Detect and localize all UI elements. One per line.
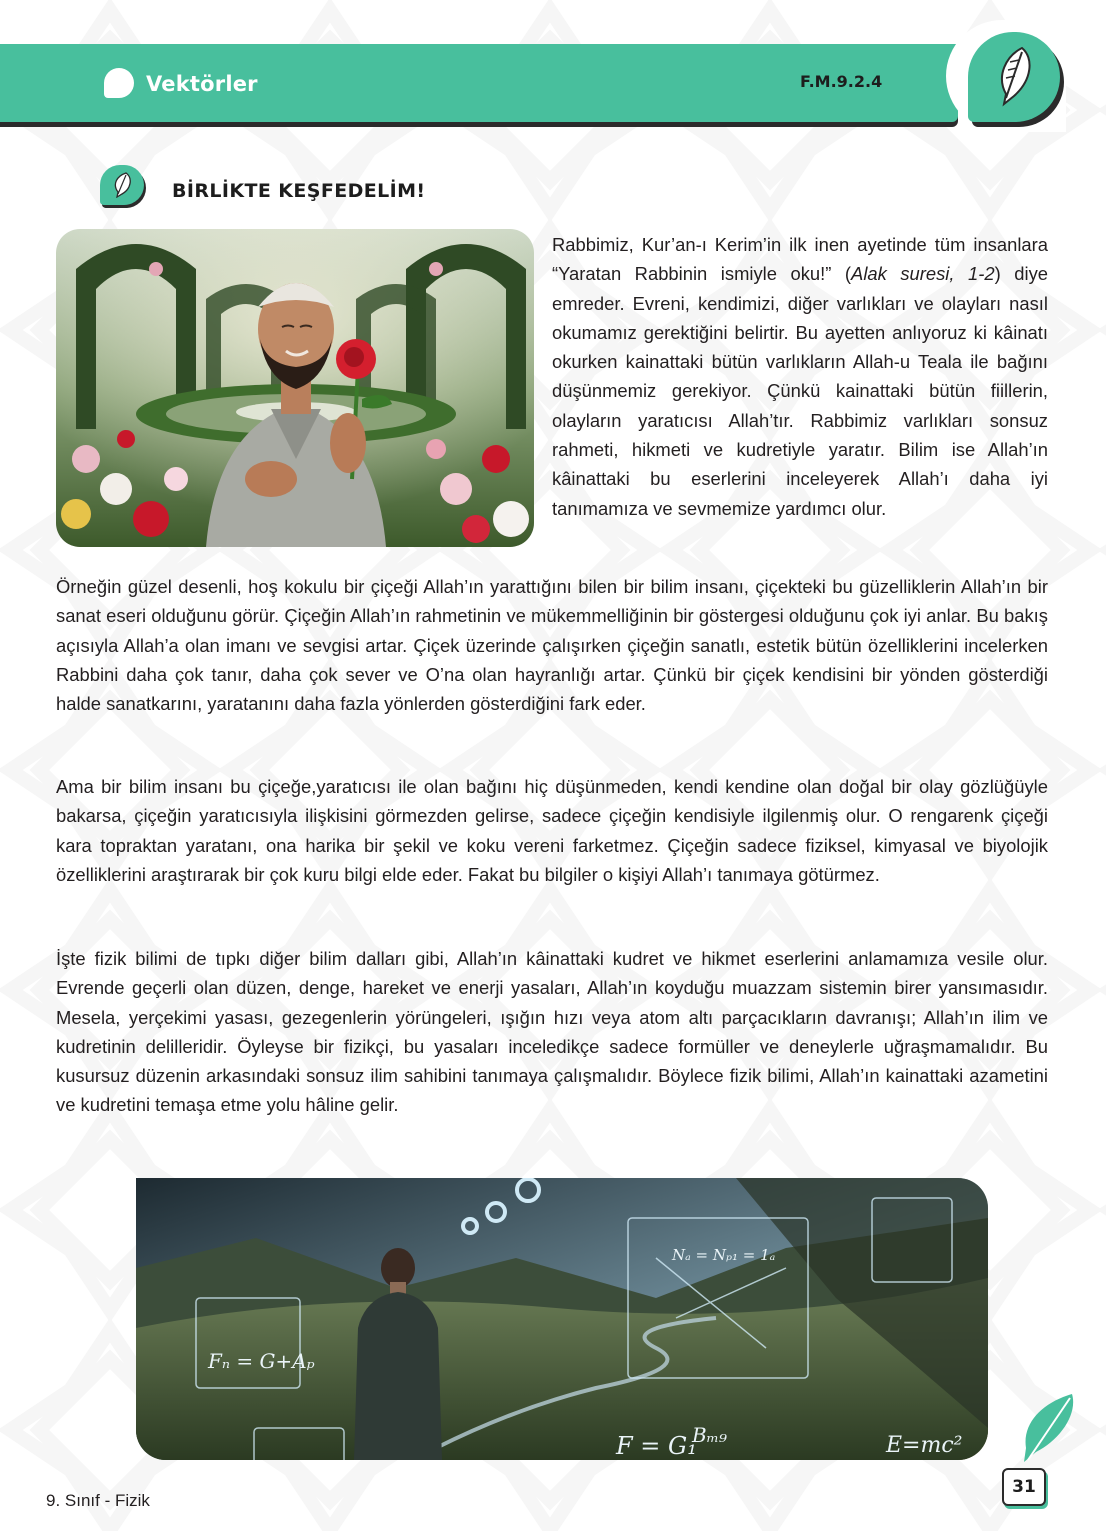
paragraph-1: Örneğin güzel desenli, hoş kokulu bir çiçeği Allah’ın yarattığını bilen bir bilim insanı, çiçekteki bu güzelliklerin Allah’ın bir sanat eseri olduğunu görür. Çiçeğin Allah’ın rahmetinin ve mükemmelliğinin bir göstergesi olduğunu çok iyi anlar. Bu bakış açısıyla Allah’a olan imanı ve sevgisi artar. Çiçek üzerinde çalışırken çiçeğin sanatlı, estetik bütün özelliklerini incelerken Rabbini daha çok tanır, daha çok sever ve O’na olan hayranlığı artar. Çünkü bir çiçek kendisini bir yönden gösterdiği halde sanatkarını, yaratanını daha fazla yönlerden gösterdiğini fark eder. [56, 576, 1048, 715]
formula-f-text: F = G₁ [616, 1432, 697, 1460]
formula-e-text: E=mc² [886, 1433, 963, 1458]
formula-gravity-text: Fₙ = G+Aₚ [208, 1349, 315, 1373]
footer-grade-subject: 9. Sınıf - Fizik [46, 1491, 150, 1510]
section-icon [100, 165, 144, 205]
unit-title: Vektörler [146, 72, 258, 96]
formula-b-text: Bₘ₉ [692, 1423, 727, 1447]
curriculum-code: F.M.9.2.4 [800, 72, 883, 91]
page-number: 31 [1002, 1468, 1046, 1506]
paragraph-3: İşte fizik bilimi de tıpkı diğer bilim dalları gibi, Allah’ın kâinattaki kudret ve hikmet eserlerini anlamamıza vesile olur. Evrende geçerli olan düzen, denge, hareket ve enerji yasaları, Allah’ın koyduğu muazzam sistemin birer yansımasıdır. Mesela, yerçekimi yasası, gezegenlerin yörüngeleri, ışığın hızı veya atom altı parçacıkların davranışı; Allah’ın ilim ve kudretinin delilleridir. Öyleyse bir fizikçi, bu yasaları inceledikçe sadece formüller ve deneylerle uğraşmamalıdır. Bu kusursuz düzenin arkasındaki sonsuz ilim sahibini tanımaya çalışmalıdır. Böylece fizik bilimi, Allah’ın kainattaki azametini ve kudretini temaşa etme yolu hâline gelir. [56, 948, 1048, 1116]
intro-paragraph: Rabbimiz, Kur’an-ı Kerim’in ilk inen ayetinde tüm insanlara “Yaratan Rabbinin ismiyle oku!” (Alak suresi, 1-2) diye emreder. Evreni, kendimizi, diğer varlıkları ve olayları nasıl okumamız gerektiğini belirtir. Bu ayetten anlıyoruz ki kâinatı okurken kainattaki bütün varlıkların Allah-u Teala ile bağını düşünmemiz gerekiyor. Çünkü kainattaki bütün fiillerin, olayların yaratıcısı Allah’tır. Rabbimiz varlıkları sonsuz rahmeti, hikmeti ve kudretiyle yaratır. Bilim ise Allah’ın kâinattaki bu eserlerini inceleyerek Allah’ı daha iyi tanımamıza ve sevmemize yardımcı olur. [552, 234, 1048, 519]
citation: Alak suresi, 1-2 [851, 263, 995, 285]
leaf-icon [111, 172, 133, 198]
physics-valley-image [136, 1178, 988, 1460]
header-bullet-icon [104, 68, 134, 98]
section-title: BİRLİKTE KEŞFEDELİM! [172, 180, 426, 202]
paragraph-2: Ama bir bilim insanı bu çiçeğe,yaratıcısı ile olan bağını hiç düşünmeden, kendi kendine olan doğal bir olay gözlüğüyle bakarsa, çiçeğin yaratıcısıyla ilişkisini görmezden gelirse, sadece çiçeğin kendisiyle ilgilenmiş olur. O rengarenk çiçeği kara topraktan yaratanı, ona harika bir şekil ve koku vereni farketmez. Çiçeğin sadece fiziksel, kimyasal ve biyolojik özelliklerini araştırarak bir çok kuru bilgi elde eder. Fakat bu bilgiler o kişiyi Allah’ı tanımaya götürmez. [56, 776, 1048, 885]
header-badge [968, 32, 1060, 122]
formula-n-text: Nₐ = Nₚ₁ = 1ₐ [672, 1246, 776, 1264]
garden-rose-image [56, 229, 534, 547]
quill-icon [1000, 1390, 1080, 1470]
quill-icon [992, 46, 1036, 108]
